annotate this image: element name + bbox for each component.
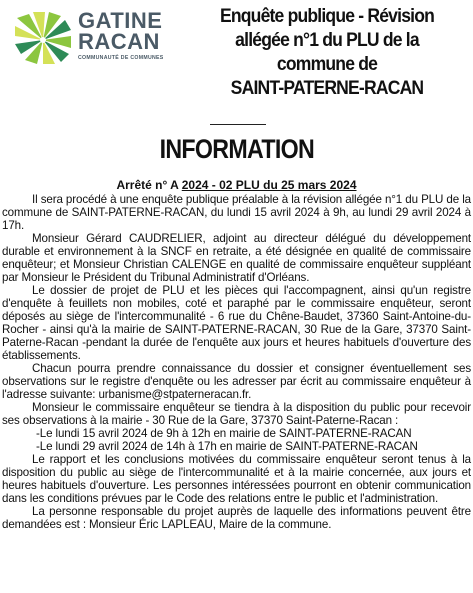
paragraph-responsable: La personne responsable du projet auprès de laquelle des informations peuvent être demandées est : Monsieur Éric LAPLEAU, Maire de la commune. [2,505,471,531]
logo-burst-icon [12,8,74,66]
title-line-1: Enquête publique - Révision [219,5,435,27]
logo-subtitle: COMMUNAUTÉ DE COMMUNES [78,55,164,61]
permanence-item: -Le lundi 15 avril 2024 de 9h à 12h en mairie de SAINT-PATERNE-RACAN [36,427,412,440]
logo [12,8,197,68]
heading [0,133,473,165]
paragraph-dates: Il sera procédé à une enquête publique préalable à la révision allégée n°1 du PLU de la commune de SAINT-PATERNE-RACAN, du lundi 15 avril 2024 à 9h, au lundi 29 avril 2024 à 17h. [2,193,471,232]
arrete-prefix: Arrêté n° A [116,178,182,192]
title-line-3: commune de [276,53,378,75]
title-line-2: allégée n°1 du PLU de la [235,29,419,51]
permanence-item: -Le lundi 29 avril 2024 de 14h à 17h en mairie de SAINT-PATERNE-RACAN [36,440,418,453]
arrete-number: 2024 - 02 PLU du 25 mars 2024 [181,178,357,192]
logo-line-1: GATINE [78,8,163,33]
notice-body [2,193,471,531]
paragraph-commissaire: Monsieur Gérard CAUDRELIER, adjoint au directeur délégué du développement durable et environnement à la SNCF en retraite, a été désignée en qualité de commissaire enquêteur; et Monsieur Christian CALENGE en qualité de commissaire enquêteur suppléant par Monsieur le Président du Tribunal Administratif d'Orléans. [2,232,471,284]
logo-line-2: RACAN [78,29,160,54]
logo-text [78,10,164,61]
paragraph-permanences: Monsieur le commissaire enquêteur se tiendra à la disposition du public pour recevoir ses observations à la mairie - 30 Rue de la Gare, 37370 Saint-Paterne-Racan : [2,401,471,427]
arrete-reference [0,177,473,193]
paragraph-observations: Chacun pourra prendre connaissance du dossier et consigner éventuellement ses observations sur le registre d'enquête ou les adresser par écrit au commissaire enquêteur à l'adresse suivante: urbanisme@stpaterneracan.fr. [2,362,471,401]
divider [210,124,266,125]
paragraph-dossier: Le dossier de projet de PLU et les pièces qui l'accompagnent, ainsi qu'un registre d'enquête à feuillets non mobiles, coté et paraphé par le commissaire enquêteur, seront déposés au siège de l'intercommunalité - 6 rue du Chêne-Baudet, 37360 Saint-Antoine-du-Rocher - ainsi qu'à la mairie de SAINT-PATERNE-RACAN, 30 Rue de la Gare, 37370 Saint-Paterne-Racan -pendant la durée de l'enquête aux jours et heures habituels d'ouverture des établissements. [2,284,471,362]
heading-text: INFORMATION [159,134,314,164]
document-title [196,4,458,100]
paragraph-rapport: Le rapport et les conclusions motivées du commissaire enquêteur seront tenus à la disposition du public au siège de l'intercommunalité et à la mairie concernée, aux jours et heures habituels d'ouverture. Les personnes intéressées pourront en obtenir communication dans les conditions prévues par le Code des relations entre le public et l'administration. [2,453,471,505]
title-line-4: SAINT-PATERNE-RACAN [230,77,424,99]
